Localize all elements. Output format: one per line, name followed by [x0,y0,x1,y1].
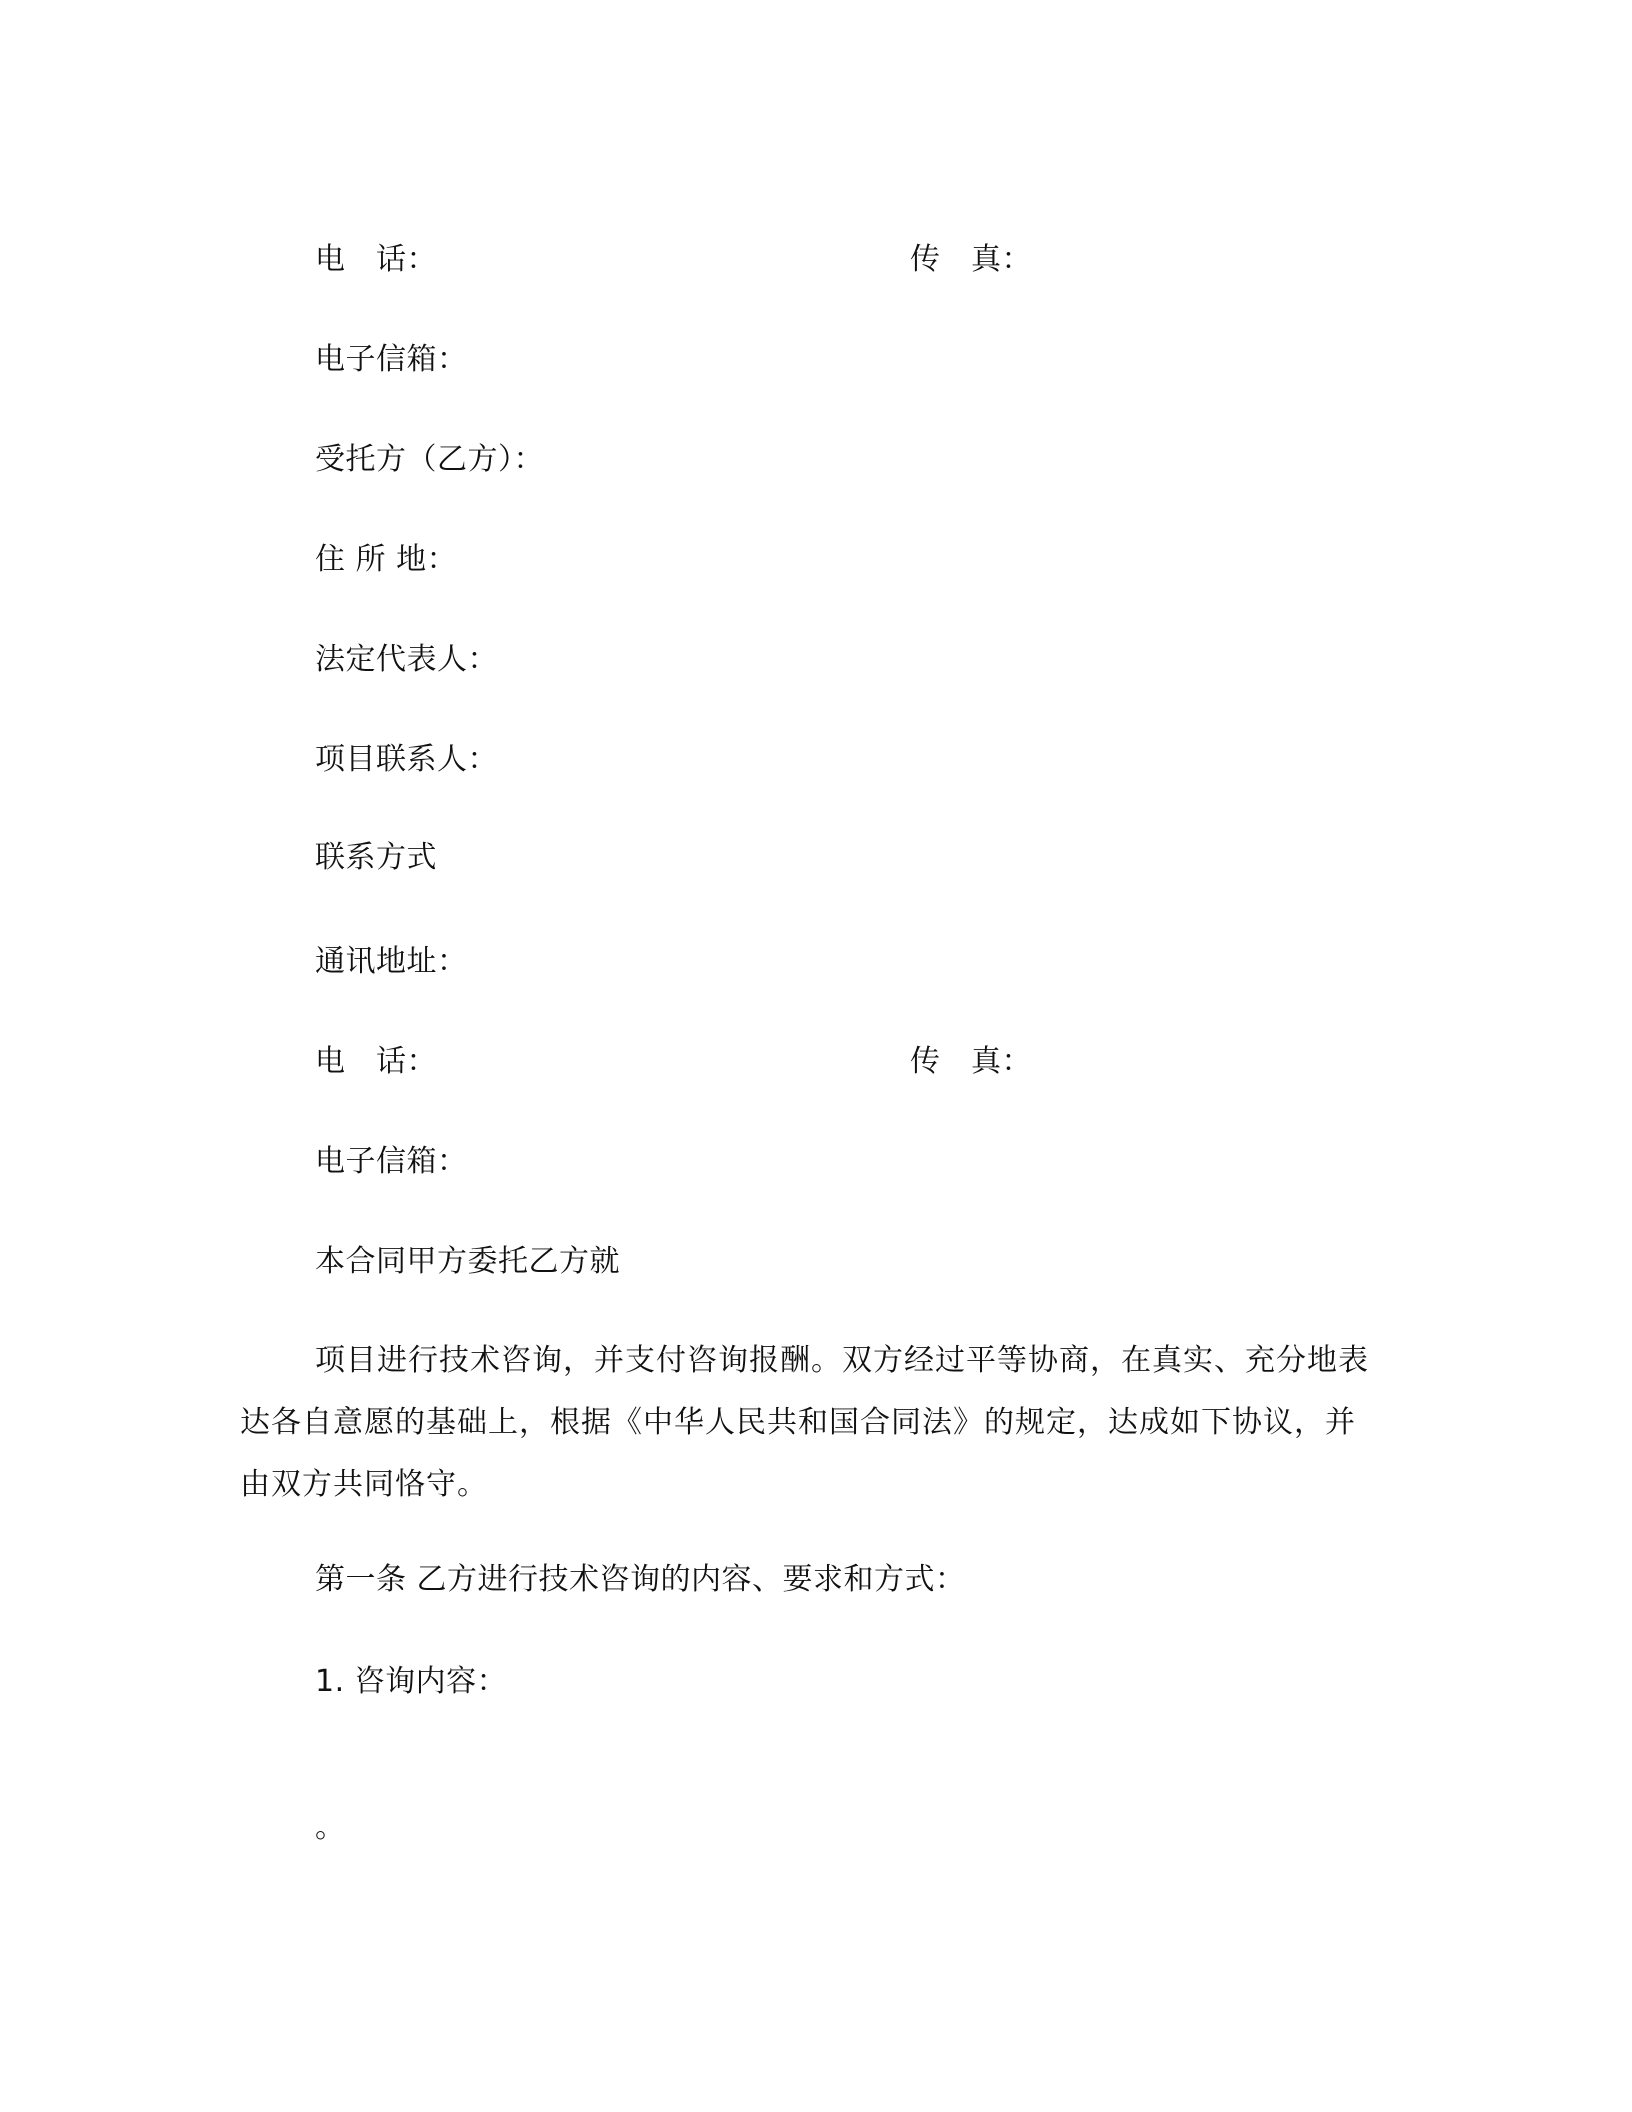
party-a-email-label: 电子信箱： [315,342,468,377]
consult-content-item: 1. 咨询内容： [315,1664,508,1699]
intro-paragraph: 项目进行技术咨询，并支付咨询报酬。双方经过平等协商，在真实、充分地表达各自意愿的基础上，根据《中华人民共和国合同法》的规定，达成如下协议，并由双方共同恪守。 [240,1343,1369,1502]
article-1-heading: 第一条 乙方进行技术咨询的内容、要求和方式： [315,1562,966,1597]
fax-label: 传 真： [910,1044,1032,1079]
intro-line: 本合同甲方委托乙方就 [315,1244,620,1279]
party-b-contact-method-label: 联系方式 [315,840,437,875]
party-b-heading: 受托方（乙方）： [315,442,544,477]
fax-label: 传 真： [910,242,1032,277]
party-b-legal-rep-label: 法定代表人： [315,642,498,677]
end-mark: 。 [315,1810,346,1845]
party-b-project-contact-label: 项目联系人： [315,742,498,777]
party-b-email-label: 电子信箱： [315,1144,468,1179]
party-a-phone-fax-row [315,240,1032,280]
phone-label: 电 话： [315,1044,437,1079]
phone-label: 电 话： [315,242,437,277]
party-b-mailing-address-label: 通讯地址： [315,944,468,979]
party-b-phone-fax-row [315,1042,1032,1082]
party-b-address-label: 住 所 地： [315,542,458,577]
